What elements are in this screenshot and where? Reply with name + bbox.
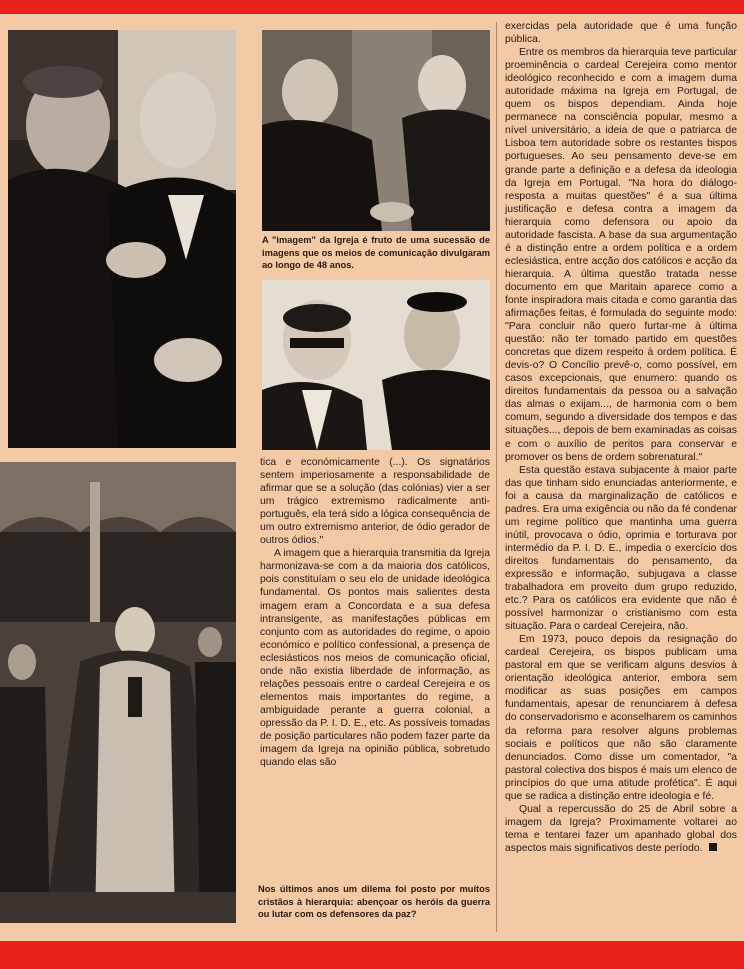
middle-column-text xyxy=(260,456,490,769)
end-of-article-mark xyxy=(709,843,717,851)
photo-official-and-cleric xyxy=(262,280,490,450)
bottom-red-band xyxy=(0,941,744,969)
paragraph: Entre os membros da hierarquia teve particular proeminência o cardeal Cerejeira como mentor ideológico reconhecido e com a imagem duma autoridade máxima na Igreja em Portugal, de quem os bispos dependiam. Ainda hoje permanece na consciência popular, mesmo a nível universitário, a ideia de que o patriarca de Lisboa tem autoridade sobre os restantes bispos portugueses. Ao seu pensamento deve-se em grande parte a definição e a defesa da ideologia da Igreja em Portugal. "Na hora do diálogo-resposta a muitas questões" é a sua última justificação e defesa contra a imagem da hierarquia como defensora ou apoio da autoridade fascista. A base da sua argumentação é a distinção entre a ordem política e a ordem eclesiástica, entre acção dos católicos e acção da hierarquia. A última questão tratada nesse documento em que Maritain aparece como a fonte inspiradora mais citada e como garantia das afirmações feitas, é formulada do seguinte modo: "Para concluir não quero furtar-me à última questão: não ter tomado partido em questões concretas que dizem respeito à ordem política. É devis-o? O Concílio prevê-o, como possível, em casos excepcionais, que enumero: quando os direitos fundamentais da pessoa ou a salvação das almas o exijam..., de harmonia com o bem comum, segundo a diversidade dos tempos e das situações..., depois de bem examinadas as coisas e com o auxílio de peritos para conservar e promover os bens de ordem sobrenatural." xyxy=(505,47,737,463)
caption-photo2: A "imagem" da Igreja é fruto de uma sucessão de imagens que os meios de comunicação divulgaram ao longo de 48 anos. xyxy=(262,235,490,271)
paragraph: Em 1973, pouco depois da resignação do cardeal Cerejeira, os bispos publicam uma pastoral em que se verificam alguns desvios à orientação ideológica anterior, embora sem modificar as suas posições em campos fundamentais, apesar de renunciarem à defesa do conservadorismo e aconselharem os caminhos da reforma para resolver alguns problemas sociais e políticos que não são claramente denunciados. Como disse um comentador, "a pastoral colectiva dos bispos é mais um elenco de princípios do que uma atitude profética". É aqui que se radica a distinção entre ideologia e fé. xyxy=(505,634,737,802)
paragraph: A imagem que a hierarquia transmitia da Igreja harmonizava-se com a da maioria dos católicos, pois constituíam o seu elo de unidade ideológica fundamental. Os pontos mais salientes desta imagem eram a Concordata e a sua defesa intransigente, as manifestações públicas em conjunto com as autoridades do regime, o apoio económico e político confessional, a presença de eclesiásticos nos meios de comunicação oficial, onde não existia liberdade de informação, as relações pessoais entre o cardeal Cerejeira e os elementos mais importantes do regime, a ambiguidade perante a guerra colonial, a opressão da P. I. D. E., etc. As possíveis tomadas de posição particulares não podem fazer parte da imagem da Igreja na opinião pública, sobretudo quando elas são xyxy=(260,548,490,769)
paragraph-text: Qual a repercussão do 25 de Abril sobre a imagem da Igreja? Proximamente voltarei ao tema e tentarei fazer um apanhado global dos aspectos mais significativos deste período. xyxy=(505,803,737,854)
paragraph: exercidas pela autoridade que é uma função pública. xyxy=(505,21,737,46)
paragraph: Esta questão estava subjacente à maior parte das que tinham sido enunciadas anteriormente, e foi a causa da marginalização de católicos e padres. Era uma exigência ou não da fé condenar um regime político que mantinha uma guerra inútil, provocava o ódio, oprimia e torturava por intermédio da P. I. D. E., impedia o exercício dos direitos fundamentais do pensamento, da expressão e informação, subjugava a classe trabalhadora em proveito dum grupo reduzido, etc.? Para os católicos era evidente que não é possível harmonizar o cristianismo com esta situação. Para o cardeal Cerejeira, não. xyxy=(505,464,737,633)
top-red-band xyxy=(0,0,744,14)
photo-cardinal-ceremony xyxy=(0,462,236,923)
paragraph-last xyxy=(505,803,737,855)
photo-handshake xyxy=(262,30,490,231)
caption-photo4: Nos últimos anos um dilema foi posto por muitos cristãos à hierarquia: abençoar os heróis da guerra ou lutar com os defensores da paz? xyxy=(258,884,490,920)
paragraph: tica e económicamente (...). Os signatários sentem imperiosamente a responsabilidade de afirmar que se a solução (das colónias) vier a ser um trágico extremismo radicalmente anti-português, ela terá sido a lógica consequência de um outro extremismo anterior, de ódio gerador de outros ódios." xyxy=(260,457,490,547)
right-column-text xyxy=(505,20,737,855)
photo-cleric-greeting-official xyxy=(8,30,236,448)
column-rule xyxy=(496,22,497,932)
